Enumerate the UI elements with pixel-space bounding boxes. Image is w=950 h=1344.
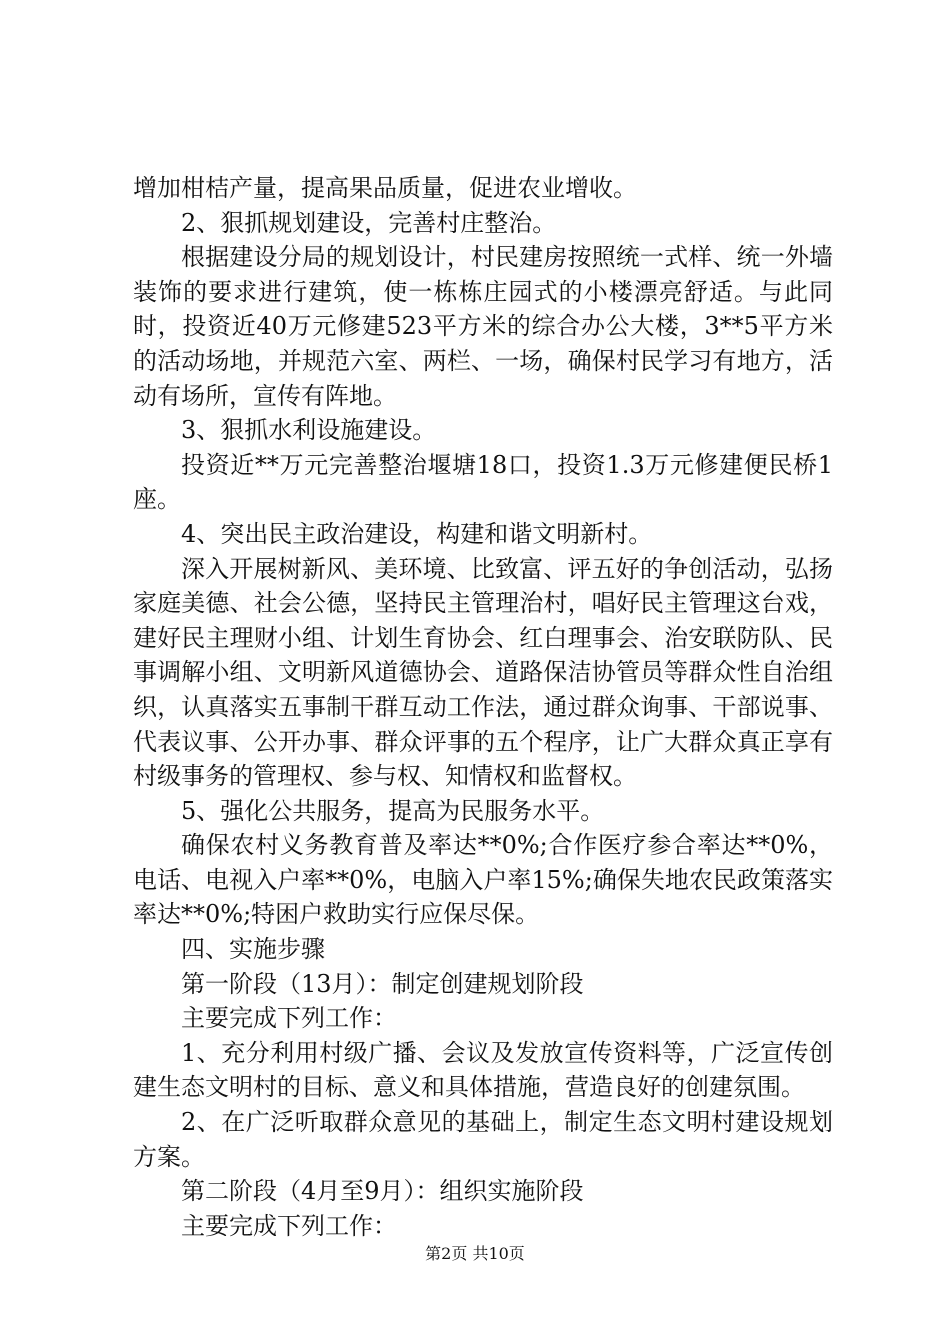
paragraph-15: 第二阶段（4月至9月）：组织实施阶段 <box>181 1177 584 1206</box>
paragraph-10: 四、实施步骤 <box>181 935 325 964</box>
paragraph-6: 4、突出民主政治建设，构建和谐文明新村。 <box>181 519 653 548</box>
paragraph-8: 5、强化公共服务，提高为民服务水平。 <box>181 796 605 825</box>
paragraph-11: 第一阶段（13月）：制定创建规划阶段 <box>181 969 584 998</box>
paragraph-13: 1、充分利用村级广播、会议及发放宣传资料等，广泛宣传创建生态文明村的目标、意义和具体措施，营造良好的创建氛围。 <box>133 1038 833 1102</box>
document-body <box>133 171 833 1243</box>
page-footer: 第2页 共10页 <box>425 1244 525 1263</box>
paragraph-5: 投资近**万元完善整治堰塘18口，投资1.3万元修建便民桥1座。 <box>133 450 833 514</box>
paragraph-14: 2、在广泛听取群众意见的基础上，制定生态文明村建设规划方案。 <box>133 1108 833 1171</box>
paragraph-3: 根据建设分局的规划设计，村民建房按照统一式样、统一外墙装饰的要求进行建筑，使一栋栋庄园式的小楼漂亮舒适。与此同时，投资近40万元修建523平方米的综合办公大楼，3**5平方米的活动场地，并规范六室、两栏、一场，确保村民学习有地方，活动有场所，宣传有阵地。 <box>133 243 833 410</box>
paragraph-2: 2、狠抓规划建设，完善村庄整治。 <box>181 208 557 237</box>
paragraph-16: 主要完成下列工作： <box>181 1211 397 1240</box>
paragraph-7: 深入开展树新风、美环境、比致富、评五好的争创活动，弘扬家庭美德、社会公德，坚持民主管理治村，唱好民主管理这台戏，建好民主理财小组、计划生育协会、红白理事会、治安联防队、民事调解小组、文明新风道德协会、道路保洁协管员等群众性自治组织，认真落实五事制干群互动工作法，通过群众询事、干部说事、代表议事、公开办事、群众评事的五个程序，让广大群众真正享有村级事务的管理权、参与权、知情权和监督权。 <box>133 554 833 791</box>
paragraph-9: 确保农村义务教育普及率达**0%;合作医疗参合率达**0%，电话、电视入户率**0%，电脑入户率15%;确保失地农民政策落实率达**0%;特困户救助实行应保尽保。 <box>133 831 833 929</box>
paragraph-4: 3、狠抓水利设施建设。 <box>181 416 437 445</box>
paragraph-12: 主要完成下列工作： <box>181 1004 397 1033</box>
paragraph-1: 增加柑桔产量，提高果品质量，促进农业增收。 <box>133 174 637 202</box>
